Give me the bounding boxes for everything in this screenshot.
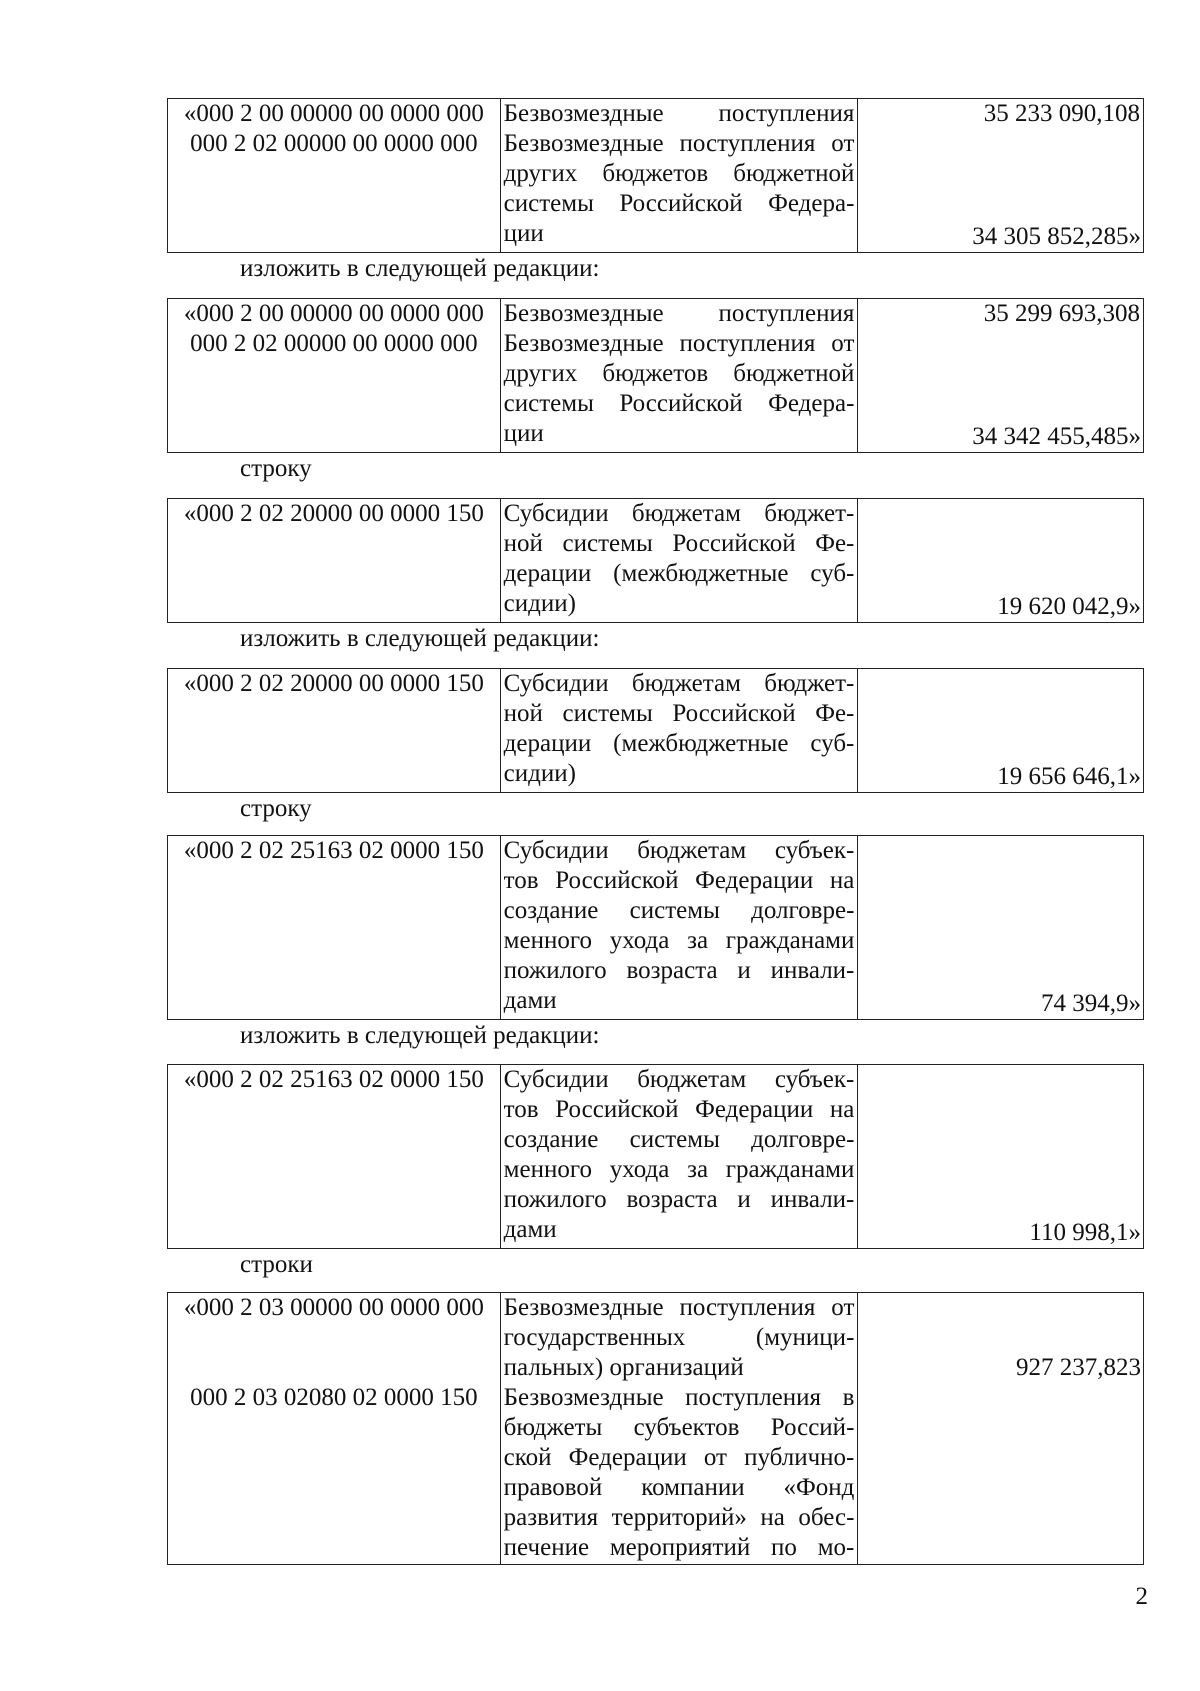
description-line: других бюджетов бюджетной: [503, 360, 855, 387]
budget-code: [171, 1323, 497, 1353]
amount-cell: [858, 499, 1144, 623]
description-line: Безвозмездные поступления от: [503, 1294, 855, 1321]
budget-code: «000 2 02 20000 00 0000 150: [183, 670, 484, 697]
description-line: печение мероприятий по мо-: [503, 1534, 855, 1561]
code-cell: [168, 99, 501, 253]
page-number: 2: [1135, 1583, 1148, 1610]
description-line: государственных (муници-: [503, 1324, 855, 1351]
amount-value: 35 299 693,308: [983, 300, 1140, 327]
budget-code: «000 2 00 00000 00 0000 000: [183, 100, 484, 127]
budget-code: «000 2 03 00000 00 0000 000: [183, 1294, 484, 1321]
instruction-text: изложить в следующей редакции:: [240, 625, 600, 652]
description-cell: [500, 499, 858, 623]
description-line: Субсидии бюджетам субъек-: [503, 1066, 855, 1093]
description-line: развития территорий» на обес-: [503, 1504, 855, 1531]
budget-code: «000 2 02 25163 02 0000 150: [183, 837, 484, 864]
table-row-block-5: [167, 835, 1144, 1020]
code-cell: [168, 669, 501, 793]
amount-value: 19 620 042,9»: [997, 593, 1141, 620]
description-line: других бюджетов бюджетной: [503, 160, 855, 187]
amount-cell: [858, 836, 1144, 1020]
description-line: тов Российской Федерации на: [503, 1096, 855, 1123]
description-line: ции: [503, 420, 544, 447]
amount-cell: [858, 669, 1144, 793]
budget-code: «000 2 00 00000 00 0000 000: [183, 300, 484, 327]
description-cell: [500, 669, 858, 793]
table-row-block-3: [167, 498, 1144, 623]
description-line: Безвозмездные поступления от: [503, 130, 855, 157]
code-cell: [168, 1065, 501, 1249]
description-line: дерации (межбюджетные суб-: [503, 730, 855, 757]
instruction-text: строку: [240, 795, 312, 822]
amount-cell: [858, 299, 1144, 453]
instruction-text: изложить в следующей редакции:: [240, 1022, 600, 1049]
description-cell: [500, 1065, 858, 1249]
amount-value: 34 342 455,485»: [972, 423, 1141, 450]
description-line: пальных) организаций: [503, 1354, 744, 1381]
amount-value: 19 656 646,1»: [997, 763, 1141, 790]
description-line: тов Российской Федерации на: [503, 867, 855, 894]
budget-code: 000 2 02 00000 00 0000 000: [190, 330, 478, 357]
budget-code: 000 2 03 02080 02 0000 150: [190, 1384, 478, 1411]
instruction-text: строки: [240, 1251, 313, 1278]
description-line: правовой компании «Фонд: [503, 1474, 855, 1501]
description-line: системы Российской Федера-: [503, 190, 855, 217]
description-line: Безвозмездные поступления: [503, 300, 855, 327]
budget-code: 000 2 02 00000 00 0000 000: [190, 130, 478, 157]
table-row-block-6: [167, 1064, 1144, 1249]
table-row-block-2: [167, 298, 1144, 453]
table-row-block-4: [167, 668, 1144, 793]
budget-code: [171, 1353, 497, 1383]
amount-value: 110 998,1»: [1029, 1219, 1141, 1246]
amount-cell: [858, 99, 1144, 253]
description-line: ции: [503, 220, 544, 247]
code-cell: [168, 499, 501, 623]
description-line: пожилого возраста и инвали-: [503, 957, 855, 984]
code-cell: [168, 1293, 501, 1565]
description-cell: [500, 299, 858, 453]
code-cell: [168, 299, 501, 453]
budget-code: «000 2 02 20000 00 0000 150: [183, 500, 484, 527]
description-line: менного ухода за гражданами: [503, 927, 855, 954]
description-line: Безвозмездные поступления от: [503, 330, 855, 357]
description-line: ной системы Российской Фе-: [503, 700, 855, 727]
instruction-text: строку: [240, 455, 312, 482]
amount-cell: [858, 1065, 1144, 1249]
description-line: Безвозмездные поступления в: [503, 1384, 855, 1411]
description-line: создание системы долговре-: [503, 897, 855, 924]
description-line: дами: [503, 1216, 557, 1243]
description-line: менного ухода за гражданами: [503, 1156, 855, 1183]
description-line: ской Федерации от публично-: [503, 1444, 855, 1471]
amount-cell: [858, 1293, 1144, 1565]
description-line: сидии): [503, 760, 576, 787]
description-line: системы Российской Федера-: [503, 390, 855, 417]
description-line: ной системы Российской Фе-: [503, 530, 855, 557]
description-line: Субсидии бюджетам субъек-: [503, 837, 855, 864]
amount-value: 74 394,9»: [1041, 990, 1141, 1017]
description-cell: [500, 836, 858, 1020]
amount-value: 927 237,823: [1016, 1354, 1141, 1381]
instruction-text: изложить в следующей редакции:: [240, 255, 600, 282]
budget-code: «000 2 02 25163 02 0000 150: [183, 1066, 484, 1093]
code-cell: [168, 836, 501, 1020]
description-line: сидии): [503, 590, 576, 617]
description-line: создание системы долговре-: [503, 1126, 855, 1153]
description-line: Субсидии бюджетам бюджет-: [503, 500, 855, 527]
description-cell: [500, 1293, 858, 1565]
description-line: бюджеты субъектов Россий-: [503, 1414, 855, 1441]
description-cell: [500, 99, 858, 253]
description-line: дерации (межбюджетные суб-: [503, 560, 855, 587]
amount-value: 34 305 852,285»: [972, 223, 1141, 250]
description-line: Субсидии бюджетам бюджет-: [503, 670, 855, 697]
description-line: Безвозмездные поступления: [503, 100, 855, 127]
description-line: дами: [503, 987, 557, 1014]
table-row-block-7: [167, 1292, 1144, 1565]
table-row-block-1: [167, 98, 1144, 253]
amount-value: 35 233 090,108: [983, 100, 1140, 127]
description-line: пожилого возраста и инвали-: [503, 1186, 855, 1213]
